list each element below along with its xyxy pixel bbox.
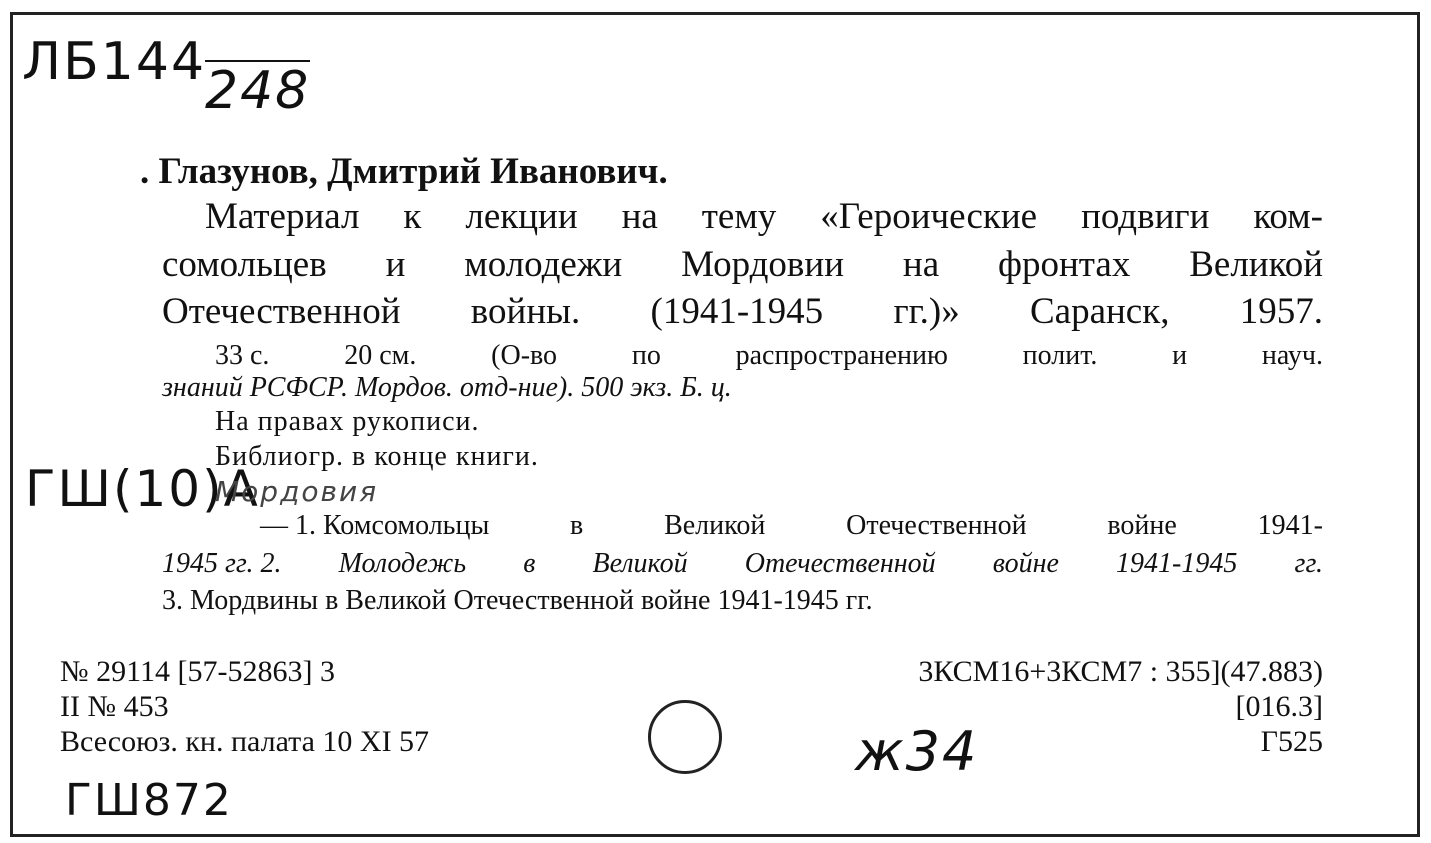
title-line-1	[205, 195, 1323, 238]
word: 20 см.	[344, 340, 417, 371]
word: 1941-	[1257, 510, 1323, 541]
title-line-2	[162, 243, 1323, 286]
word: гг.	[1294, 548, 1323, 579]
handwritten-number: ж34	[855, 720, 979, 783]
word: гг.)»	[893, 291, 960, 332]
word: 33 с.	[215, 340, 270, 371]
word: ком-	[1253, 196, 1323, 237]
word: Великой	[592, 548, 688, 579]
word: на	[902, 244, 940, 285]
word: науч.	[1261, 340, 1323, 371]
handwritten-code-bottom: ГШ872	[65, 775, 233, 826]
title-line-3	[162, 290, 1323, 333]
subject-line-1	[260, 510, 1323, 542]
word: Мордовии	[681, 244, 844, 285]
footer-author-mark: Г525	[1260, 725, 1323, 758]
handwritten-code-middle: ГШ(10)А	[25, 460, 260, 518]
word: войне	[1107, 510, 1177, 541]
word: Великой	[664, 510, 766, 541]
word: полит.	[1022, 340, 1098, 371]
word: 1945 гг. 2.	[162, 548, 282, 579]
word: (1941-1945	[650, 291, 824, 332]
word: 1941-1945	[1116, 548, 1238, 579]
footer-chamber-date: Всесоюз. кн. палата 10 XI 57	[60, 725, 430, 758]
word: Отечественной	[162, 291, 401, 332]
word: по	[631, 340, 661, 371]
handwritten-subject-note: Мордовия	[215, 475, 379, 508]
word: к	[403, 196, 422, 237]
handwritten-shelfmark: ЛБ144	[22, 32, 207, 92]
footer-classification: 3КСМ16+3КСМ7 : 355](47.883)	[918, 655, 1323, 688]
word: и	[1172, 340, 1188, 371]
word: войне	[992, 548, 1059, 579]
word: в	[523, 548, 536, 579]
word: Великой	[1189, 244, 1323, 285]
description-line-2: знаний РСФСР. Мордов. отд-ние). 500 экз. Б. ц.	[162, 372, 732, 403]
handwritten-shelfmark-fraction: 248	[205, 61, 311, 121]
word: Саранск,	[1029, 291, 1170, 332]
word: молодежи	[464, 244, 623, 285]
word: — 1. Комсомольцы	[260, 510, 490, 541]
word: 1957.	[1239, 291, 1323, 332]
note-bibliography: Библиогр. в конце книги.	[215, 441, 539, 472]
footer-series-number: II № 453	[60, 690, 169, 723]
word: Отечественной	[846, 510, 1027, 541]
word: в	[570, 510, 584, 541]
word: «Героические	[820, 196, 1038, 237]
word: Отечественной	[744, 548, 936, 579]
word: тему	[701, 196, 777, 237]
footer-bibliography-index: [016.3]	[1235, 690, 1323, 723]
word: войны.	[470, 291, 581, 332]
word: подвиги	[1081, 196, 1210, 237]
subject-line-2	[162, 548, 1323, 580]
word: фронтах	[998, 244, 1131, 285]
subject-line-3: 3. Мордвины в Великой Отечественной войне 1941-1945 гг.	[162, 585, 873, 616]
word: лекции	[465, 196, 578, 237]
card-hole-mark	[648, 700, 722, 774]
footer-card-number: № 29114 [57-52863] 3	[60, 655, 335, 688]
author-heading: . Глазунов, Дмитрий Иванович.	[140, 151, 668, 192]
word: сомольцев	[162, 244, 327, 285]
word: распространению	[735, 340, 948, 371]
word: и	[385, 244, 406, 285]
word: на	[621, 196, 658, 237]
note-manuscript: На правах рукописи.	[215, 406, 480, 437]
word: (О-во	[491, 340, 558, 371]
word: Материал	[205, 196, 360, 237]
word: Молодежь	[338, 548, 467, 579]
description-line-1	[215, 340, 1323, 372]
